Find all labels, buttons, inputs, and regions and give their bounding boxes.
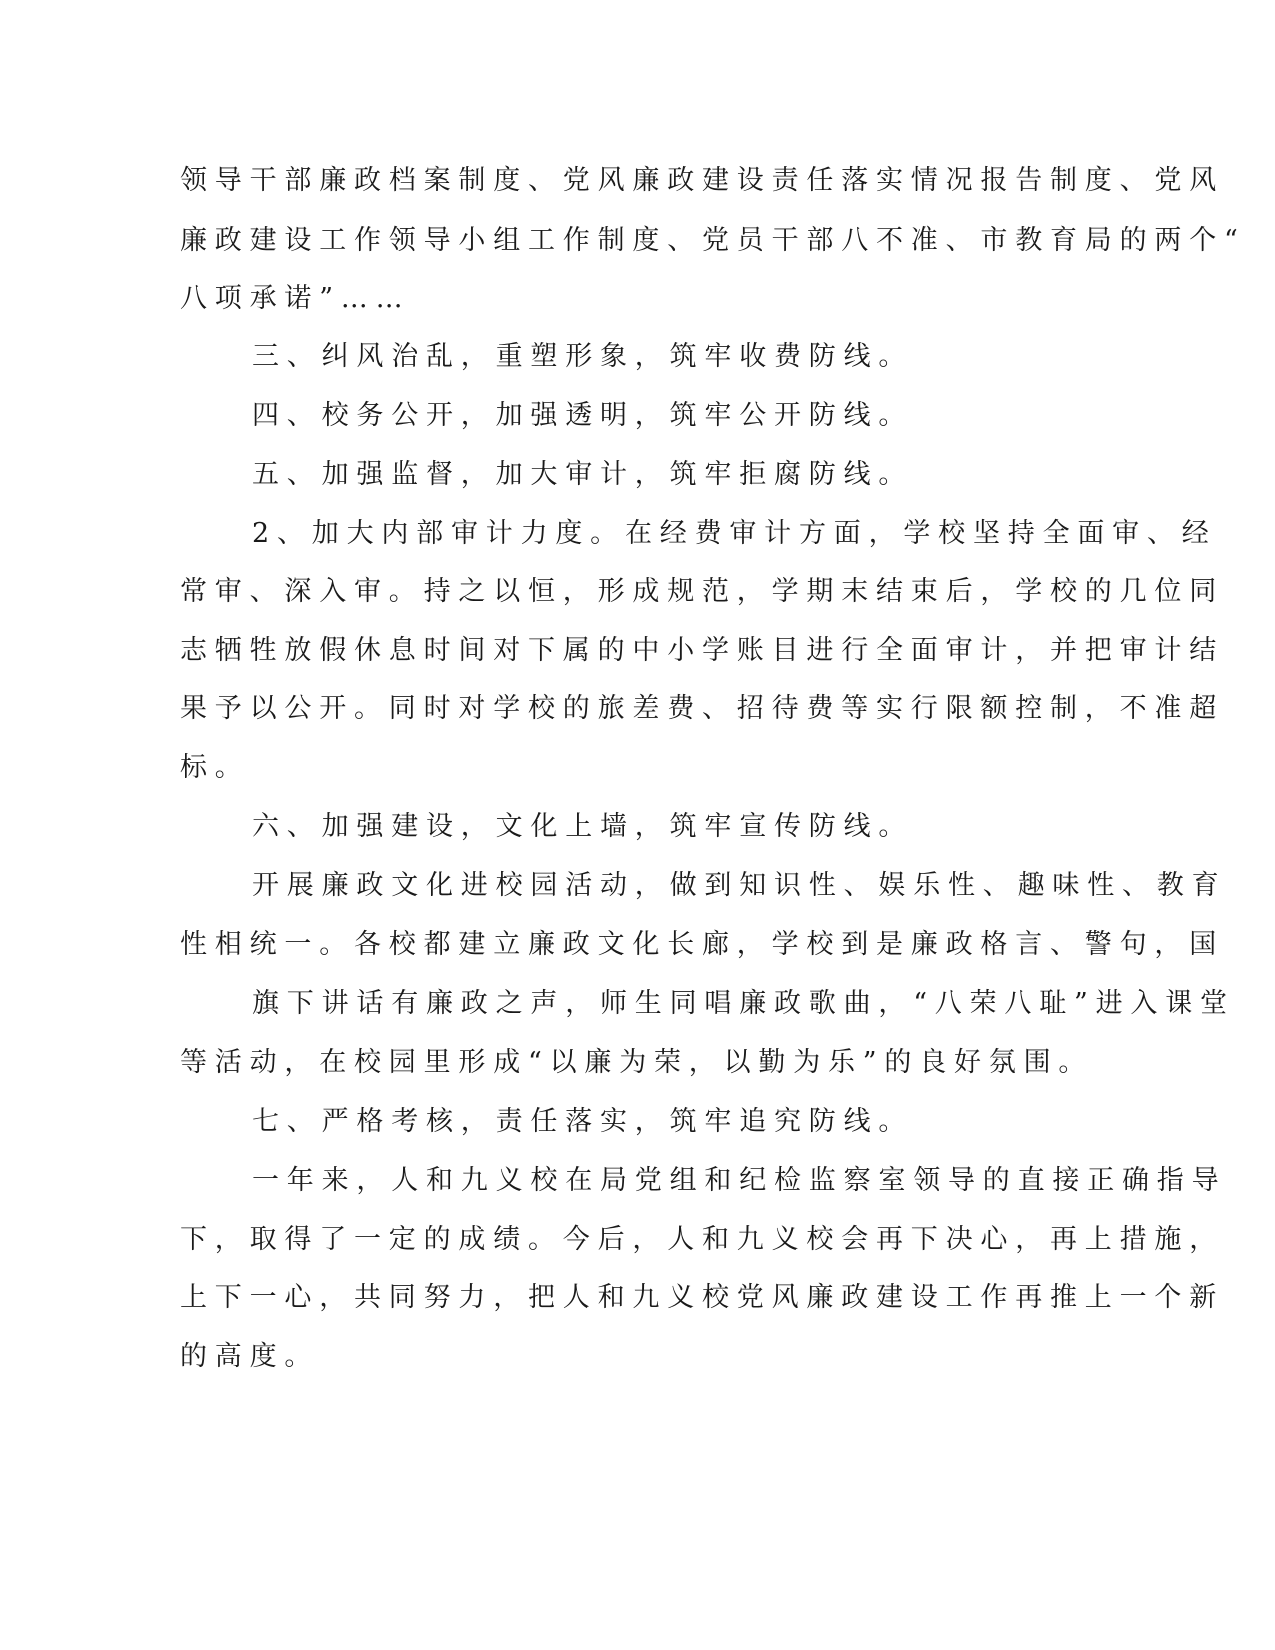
- body-text-line: 八项承诺”……: [180, 283, 411, 314]
- body-text-line: 标。: [180, 752, 250, 783]
- body-text-line: 一年来，人和九义校在局党组和纪检监察室领导的直接正确指导: [252, 1165, 1227, 1196]
- body-text-line: 性相统一。各校都建立廉政文化长廊，学校到是廉政格言、警句，国: [180, 929, 1224, 960]
- body-text-line: 等活动，在校园里形成“以廉为荣，以勤为乐”的良好氛围。: [180, 1047, 1094, 1078]
- section-heading: 三、纠风治乱，重塑形象，筑牢收费防线。: [252, 341, 914, 372]
- body-text-line: 果予以公开。同时对学校的旅差费、招待费等实行限额控制，不准超: [180, 693, 1224, 724]
- body-text-line: 2、加大内部审计力度。在经费审计方面，学校坚持全面审、经: [252, 518, 1217, 549]
- body-text-line: 开展廉政文化进校园活动，做到知识性、娱乐性、趣味性、教育: [252, 870, 1227, 901]
- body-text-line: 廉政建设工作领导小组工作制度、党员干部八不准、市教育局的两个“: [180, 225, 1246, 256]
- body-text-line: 领导干部廉政档案制度、党风廉政建设责任落实情况报告制度、党风: [180, 165, 1224, 196]
- body-text-line: 常审、深入审。持之以恒，形成规范，学期末结束后，学校的几位同: [180, 576, 1224, 607]
- body-text-line: 志牺牲放假休息时间对下属的中小学账目进行全面审计，并把审计结: [180, 635, 1224, 666]
- section-heading: 四、校务公开，加强透明，筑牢公开防线。: [252, 400, 914, 431]
- body-text-line: 旗下讲话有廉政之声，师生同唱廉政歌曲，“八荣八耻”进入课堂: [252, 988, 1235, 1019]
- body-text-line: 的高度。: [180, 1341, 320, 1372]
- section-heading: 七、严格考核，责任落实，筑牢追究防线。: [252, 1106, 914, 1137]
- section-heading: 五、加强监督，加大审计，筑牢拒腐防线。: [252, 459, 914, 490]
- body-text-line: 下，取得了一定的成绩。今后，人和九义校会再下决心，再上措施，: [180, 1224, 1224, 1255]
- body-text-line: 上下一心，共同努力，把人和九义校党风廉政建设工作再推上一个新: [180, 1282, 1224, 1313]
- section-heading: 六、加强建设，文化上墙，筑牢宣传防线。: [252, 811, 914, 842]
